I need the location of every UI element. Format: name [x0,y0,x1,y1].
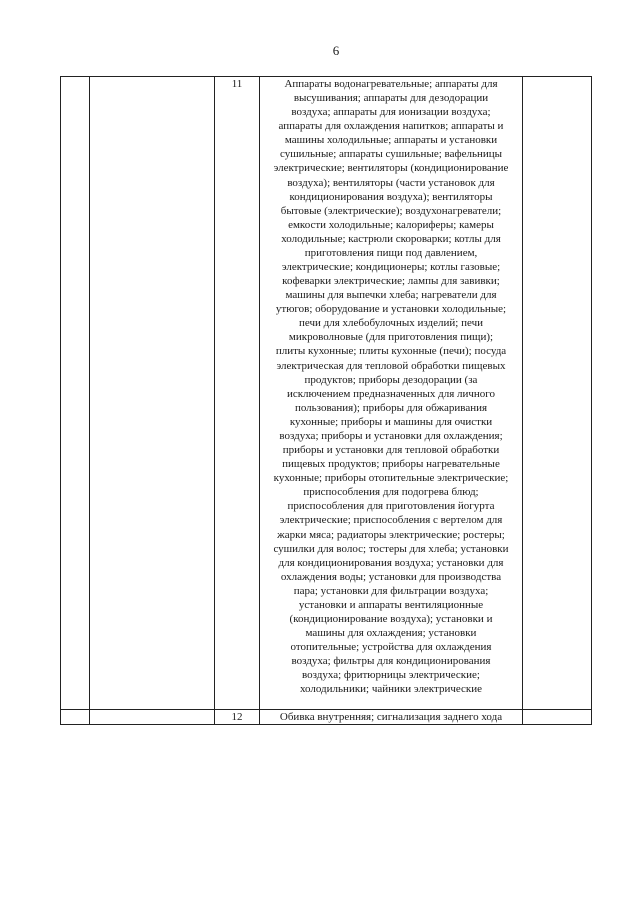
description-line: приборы и установки для тепловой обработки [282,444,500,457]
description-line: электрические; вентиляторы (кондиционирование [273,162,509,175]
description-line: пара; установки для фильтрации воздуха; [293,584,489,597]
description-line: воздуха; аппараты для ионизации воздуха; [291,106,491,119]
description-line: пищевых продуктов; приборы нагревательные [282,458,500,471]
empty-cell [523,77,592,710]
description-line: сушильные; аппараты сушильные; вафельницы [279,148,503,161]
class-number-cell: 12 [215,710,260,725]
description-line: бытовые (электрические); воздухонагреватели; [280,204,502,217]
description-line: холодильники; чайники электрические [299,683,483,696]
empty-cell [90,710,215,725]
description-line: воздуха; фильтры для кондиционирования [291,655,491,668]
description-line: машины для охлаждения; установки [305,627,477,640]
description-line: высушивания; аппараты для дезодорации [293,92,489,105]
description-line: установки и аппараты вентиляционные [298,598,484,611]
description-line: сушилки для волос; тостеры для хлеба; установки [273,542,509,555]
description-line: аппараты для охлаждения напитков; аппараты и [278,120,504,133]
description-line: исключением предназначенных для личного [286,387,496,400]
description-line: отопительные; устройства для охлаждения [290,641,492,654]
class-number-cell: 11 [215,77,260,710]
description-line: печи для хлебобулочных изделий; печи [299,317,483,330]
description-line: приспособления для приготовления йогурта [287,500,495,513]
description-line: приготовления пищи под давлением, [304,246,478,259]
table-row [61,77,592,710]
description-line: воздуха; приборы и установки для охлаждения; [279,429,503,442]
description-line: для кондиционирования воздуха; установки для [278,556,504,569]
page-number: 6 [332,43,340,58]
goods-classification-table [60,76,592,725]
description-line: кофеварки электрические; лампы для завивки; [282,275,500,288]
description-line: электрическая для тепловой обработки пищевых [276,359,506,372]
goods-description-cell [260,710,523,725]
goods-description-cell [260,77,523,710]
description-line: машины для выпечки хлеба; нагреватели для [285,289,497,302]
empty-cell [90,77,215,710]
description-line: емкости холодильные; калориферы; камеры [288,218,494,231]
description-line: электрические; кондиционеры; котлы газовые; [281,261,501,274]
description-line: кондиционирования воздуха); вентиляторы [289,190,493,203]
description-line: (кондиционирование воздуха); установки и [289,612,493,625]
description-line: воздуха; фритюрницы электрические; [302,669,480,682]
description-line: Аппараты водонагревательные; аппараты для [284,78,498,90]
description-line: продуктов; приборы дезодорации (за [304,373,478,386]
description-line: электрические; приспособления с вертелом для [279,514,503,527]
description-line: машины холодильные; аппараты и установки [284,134,498,147]
description-line: жарки мяса; радиаторы электрические; ростеры; [277,528,505,541]
description-line: воздуха); вентиляторы (части установок для [287,176,495,189]
description-line: кухонные; приборы отопительные электрические; [273,472,509,485]
description-line: кухонные; приборы и машины для очистки [289,415,493,428]
empty-cell [61,77,90,710]
description-line: микроволновые (для приготовления пищи); [288,331,494,344]
empty-cell [523,710,592,725]
description-line: пользования); приборы для обжаривания [294,401,488,414]
empty-cell [61,710,90,725]
description-line: охлаждения воды; установки для производства [280,570,502,583]
description-line: плиты кухонные; плиты кухонные (печи); посуда [275,345,507,358]
description-line: приспособления для подогрева блюд; [303,486,479,499]
description-line: Обивка внутренняя; сигнализация заднего хода [279,711,503,723]
table-row [61,710,592,725]
description-line: холодильные; кастрюли скороварки; котлы для [281,232,501,245]
description-line: утюгов; оборудование и установки холодильные; [275,303,507,316]
